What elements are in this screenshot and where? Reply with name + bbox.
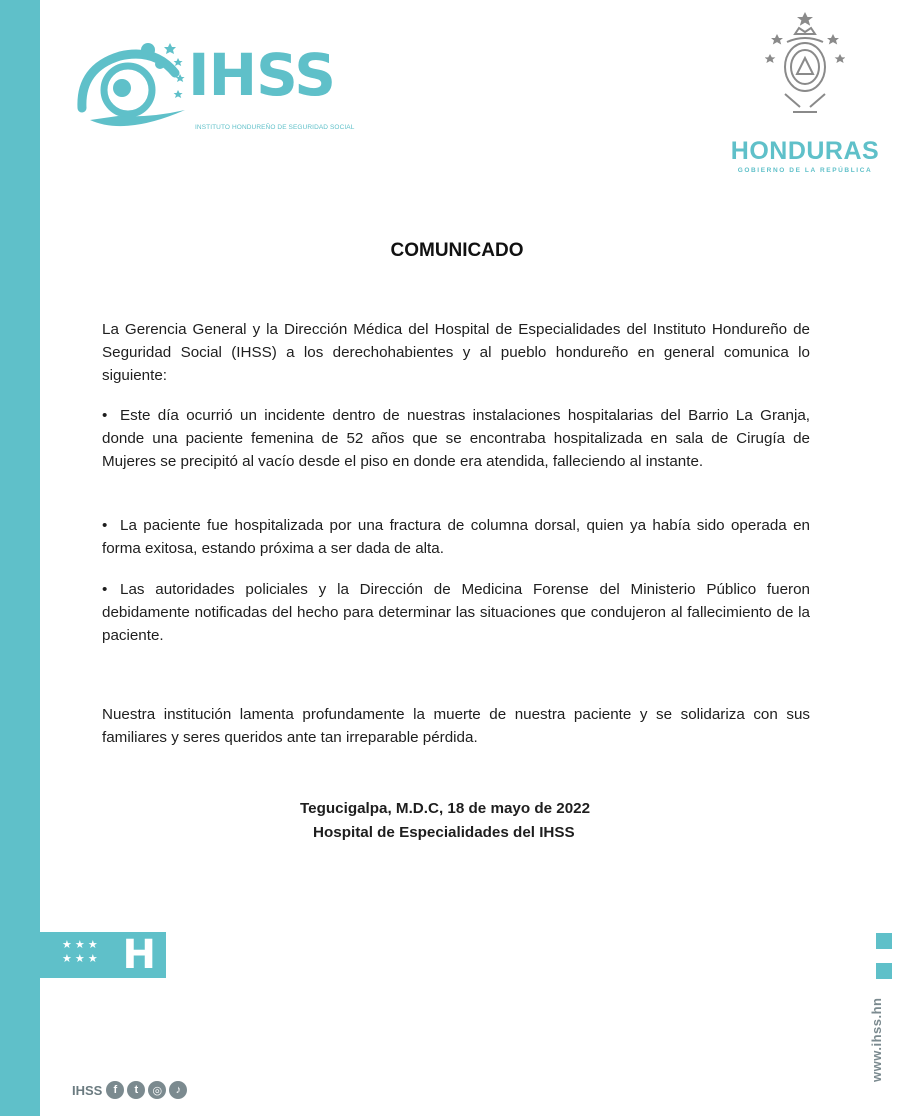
bullet-icon: • — [102, 407, 108, 424]
twitter-icon[interactable]: t — [127, 1081, 145, 1099]
social-label: IHSS — [72, 1082, 103, 1098]
tiktok-icon[interactable]: ♪ — [169, 1081, 187, 1099]
honduras-coat-of-arms-icon — [765, 12, 845, 122]
instagram-icon[interactable]: ◎ — [148, 1081, 166, 1099]
h-mark-block — [0, 932, 166, 978]
closing-paragraph: Nuestra institución lamenta profundamente la muerte de nuestra paciente y se solidariza con sus familiares y seres queridos ante tan irreparable pérdida. — [102, 706, 810, 746]
honduras-subtitle: GOBIERNO DE LA REPÚBLICA — [737, 167, 873, 174]
list-item — [102, 514, 810, 560]
list-item-text: Las autoridades policiales y la Dirección de Medicina Forense del Ministerio Público fueron debidamente notificadas del hecho para determinar las situaciones que condujeron al fallecimiento de la paciente. — [102, 581, 810, 644]
ihss-logo — [70, 38, 370, 138]
list-item — [102, 404, 810, 473]
honduras-logo — [720, 12, 890, 172]
website-url[interactable]: www.ihss.hn — [869, 997, 884, 1082]
list-item — [102, 578, 810, 647]
page-title: COMUNICADO — [390, 240, 524, 261]
honduras-wordmark: HONDURAS — [730, 137, 880, 165]
decorative-square — [876, 933, 892, 949]
intro-paragraph: La Gerencia General y la Dirección Médica del Hospital de Especialidades del Instituto Hondureño de Seguridad Social (IHSS) a los derechohabientes y al pueblo hondureño en general comunica lo siguiente: — [102, 321, 810, 384]
stars-icon: ★ ★ ★ ★ ★ ★ — [62, 939, 98, 965]
ihss-wordmark: IHSS — [188, 41, 336, 109]
ihss-emblem-icon — [70, 38, 190, 138]
place-date: Tegucigalpa, M.D.C, 18 de mayo de 2022 — [300, 800, 591, 817]
h-mark: H — [122, 932, 156, 978]
list-item-text: La paciente fue hospitalizada por una fractura de columna dorsal, quien ya había sido operada en forma exitosa, estando próxima a ser dada de alta. — [102, 517, 810, 557]
list-item-text: Este día ocurrió un incidente dentro de nuestras instalaciones hospitalarias del Barrio La Granja, donde una paciente femenina de 52 años que se encontraba hospitalizada en sala de Cirugía de Mujeres se precipitó al vacío desde el piso en donde era atendida, falleciendo al instante. — [102, 407, 810, 470]
bullet-icon: • — [102, 581, 108, 598]
social-bar — [72, 1080, 190, 1100]
signature: Hospital de Especialidades del IHSS — [313, 824, 575, 841]
facebook-icon[interactable]: f — [106, 1081, 124, 1099]
bullet-icon: • — [102, 517, 108, 534]
ihss-subtitle: INSTITUTO HONDUREÑO DE SEGURIDAD SOCIAL — [195, 124, 355, 131]
